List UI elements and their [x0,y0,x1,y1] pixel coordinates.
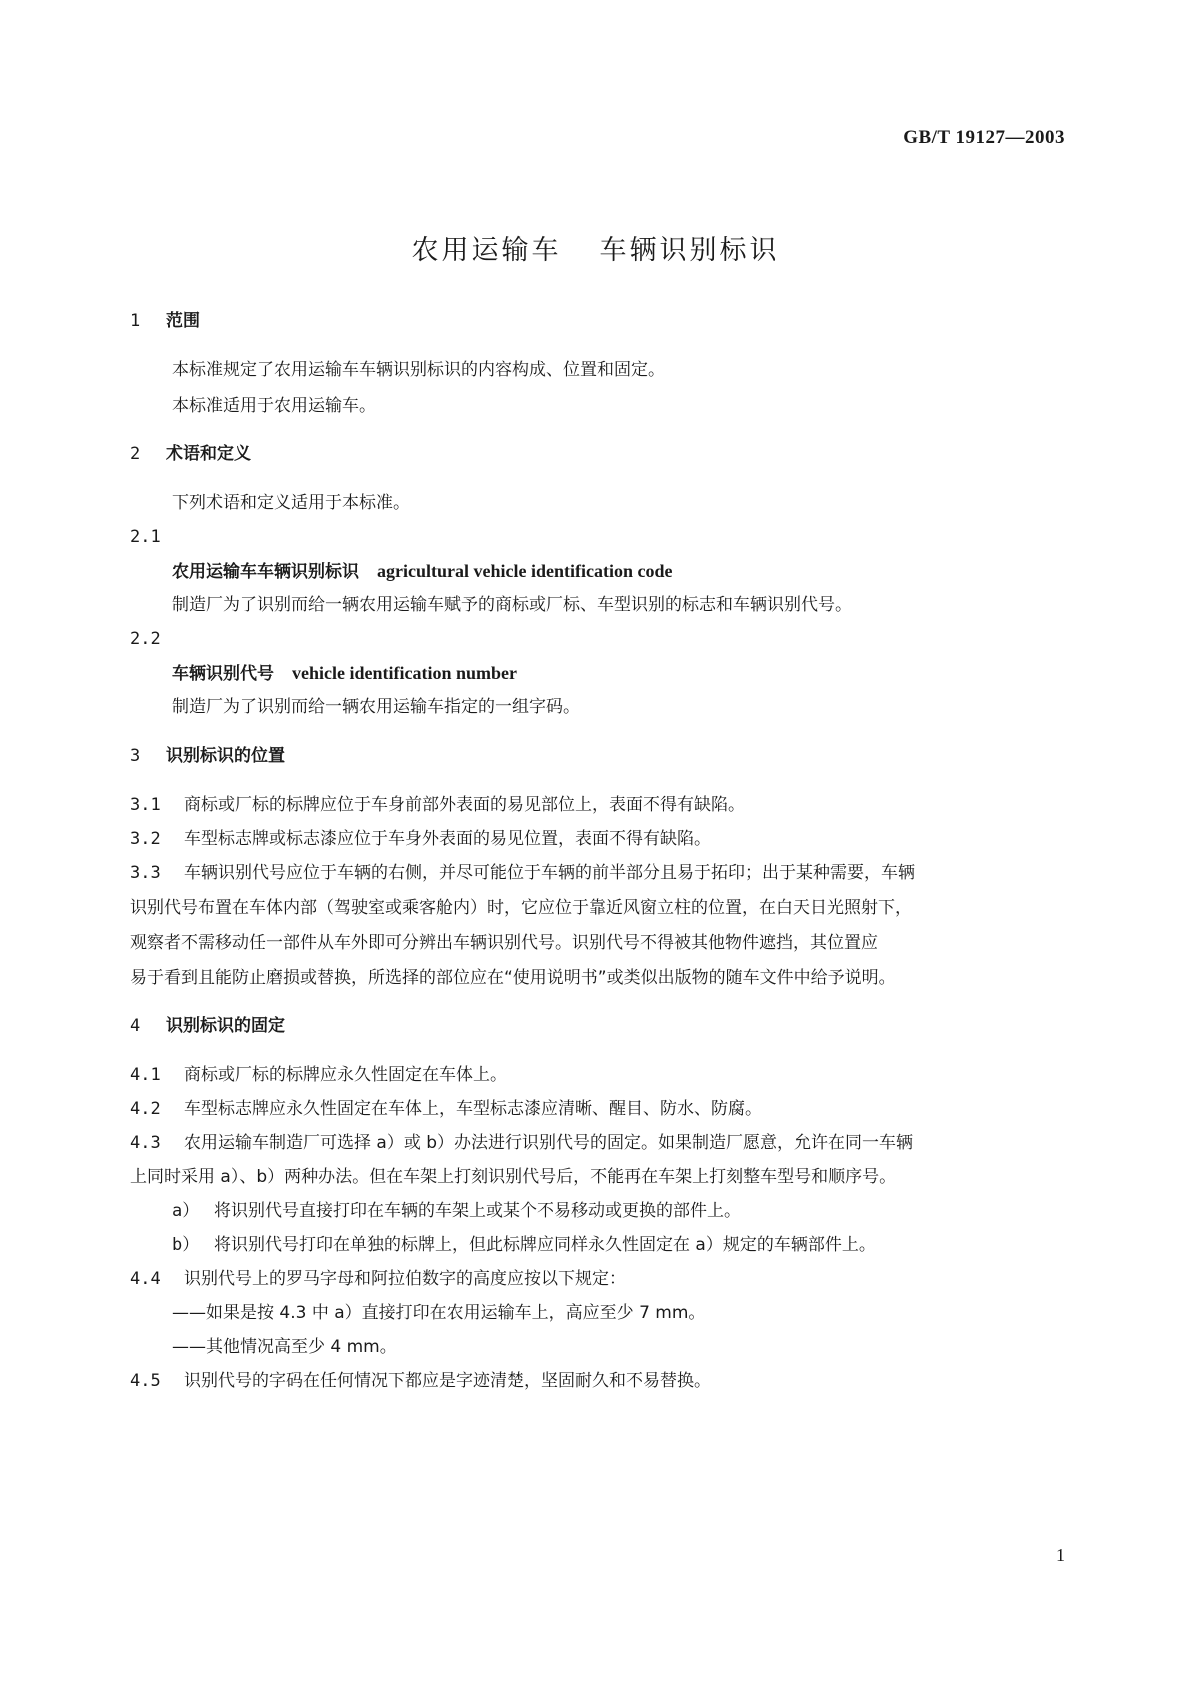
clause-4-3-item-a: a） 将识别代号直接打印在车辆的车架上或某个不易移动或更换的部件上。 [172,1201,741,1221]
clause-4-4: 4.4 识别代号上的罗马字母和阿拉伯数字的高度应按以下规定： [130,1269,626,1289]
clause-2-2-number: 2.2 [130,629,161,649]
clause-4-3-item-b: b） 将识别代号打印在单独的标牌上，但此标牌应同样永久性固定在 a）规定的车辆部件上。 [172,1235,876,1255]
clause-3-3: 3.3 车辆识别代号应位于车辆的右侧，并尽可能位于车辆的前半部分且易于拓印；出于某种需要，车辆 [130,863,915,883]
section-4-heading: 4 识别标识的固定 [130,1016,285,1036]
clause-2-2-term: 车辆识别代号 vehicle identification number [172,663,517,684]
clause-2-1-term: 农用运输车车辆识别标识 agricultural vehicle identification code [172,561,673,582]
clause-2-1-definition: 制造厂为了识别而给一辆农用运输车赋予的商标或厂标、车型识别的标志和车辆识别代号。 [172,595,852,615]
section-1-heading: 1 范围 [130,311,200,331]
clause-3-3-line-3: 观察者不需移动任一部件从车外即可分辨出车辆识别代号。识别代号不得被其他物件遮挡，其位置应 [130,933,878,953]
clause-3-3-line-4: 易于看到且能防止磨损或替换，所选择的部位应在“使用说明书”或类似出版物的随车文件中给予说明。 [130,968,896,988]
clause-4-1: 4.1 商标或厂标的标牌应永久性固定在车体上。 [130,1065,507,1085]
clause-2-1-number: 2.1 [130,527,161,547]
clause-4-3: 4.3 农用运输车制造厂可选择 a）或 b）办法进行识别代号的固定。如果制造厂愿意，允许在同一车辆 [130,1133,914,1153]
section-3-heading: 3 识别标识的位置 [130,746,285,766]
document-title [0,228,1191,267]
clause-4-3-line-2: 上同时采用 a）、b）两种办法。但在车架上打刻识别代号后，不能再在车架上打刻整车型号和顺序号。 [130,1167,897,1187]
clause-4-2: 4.2 车型标志牌应永久性固定在车体上，车型标志漆应清晰、醒目、防水、防腐。 [130,1099,762,1119]
clause-3-2: 3.2 车型标志牌或标志漆应位于车身外表面的易见位置，表面不得有缺陷。 [130,829,711,849]
section-2-heading: 2 术语和定义 [130,444,251,464]
section-1-paragraph-1: 本标准规定了农用运输车车辆识别标识的内容构成、位置和固定。 [172,360,665,380]
title-part-1: 农用运输车 [411,235,562,266]
section-1-paragraph-2: 本标准适用于农用运输车。 [172,396,376,416]
page-number: 1 [1056,1545,1065,1565]
clause-4-4-dash-2: ——其他情况高至少 4 mm。 [172,1337,397,1357]
clause-3-3-line-2: 识别代号布置在车体内部（驾驶室或乘客舱内）时，它应位于靠近风窗立柱的位置，在白天日光照射下， [130,898,912,918]
clause-4-4-dash-1: ——如果是按 4.3 中 a）直接打印在农用运输车上，高应至少 7 mm。 [172,1303,706,1323]
clause-3-1: 3.1 商标或厂标的标牌应位于车身前部外表面的易见部位上，表面不得有缺陷。 [130,795,745,815]
clause-4-5: 4.5 识别代号的字码在任何情况下都应是字迹清楚，坚固耐久和不易替换。 [130,1371,711,1391]
standard-code: GB/T 19127—2003 [903,127,1065,148]
section-2-paragraph: 下列术语和定义适用于本标准。 [172,493,410,513]
clause-2-2-definition: 制造厂为了识别而给一辆农用运输车指定的一组字码。 [172,697,580,717]
title-part-2: 车辆识别标识 [599,235,780,266]
